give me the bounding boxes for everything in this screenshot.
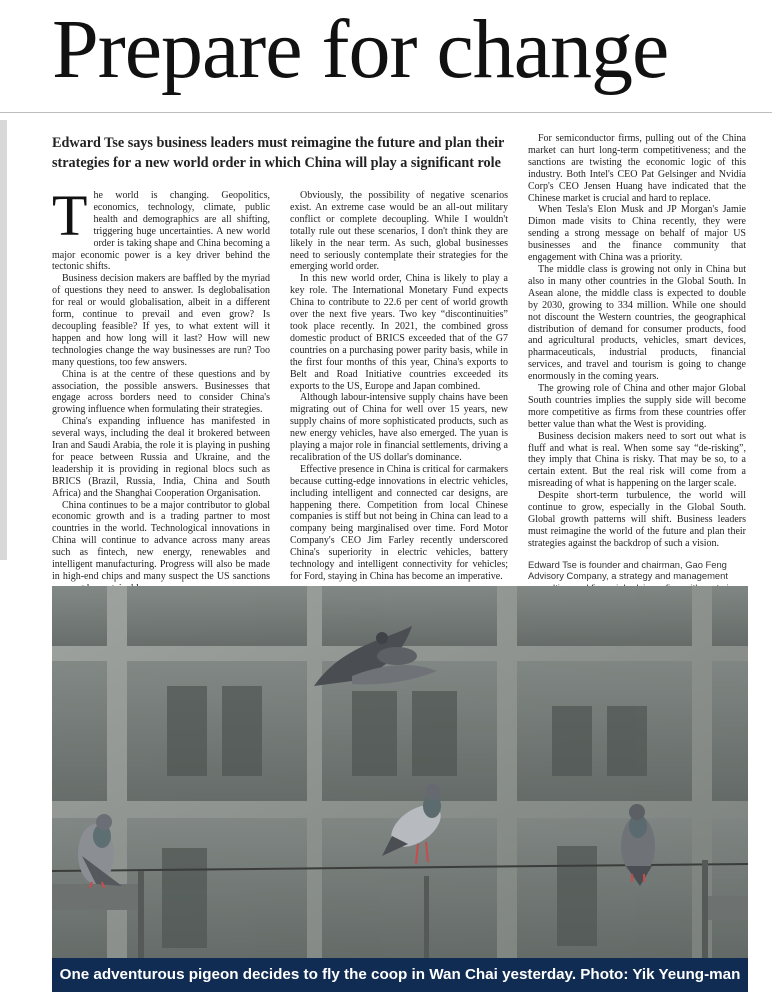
headline-rule: [0, 112, 772, 113]
drop-cap: T: [52, 183, 88, 248]
paragraph: For semiconductor firms, pulling out of the China market can hurt long-term competitiveness; and the sanctions are twisting the economic logic of this industry. Both Intel's CEO Pat Gelsinger and Nvidia Corp's CEO Jensen Huang have indicated that the Chinese market is crucial and hard to replace.: [528, 133, 746, 204]
article-column-2: [290, 190, 508, 583]
paragraph: China's expanding influence has manifested in several ways, including the deal it brokered between Iran and Saudi Arabia, the role it is playing in pushing for peace between Russia and Ukraine, and the leadership it is providing in regional blocs such as BRICS (Brazil, Russia, India, China and South Africa) and the Shanghai Cooperation Organisation.: [52, 416, 270, 499]
article-column-3: [528, 133, 746, 605]
left-margin-bar: [0, 120, 7, 560]
photo-caption: One adventurous pigeon decides to fly the coop in Wan Chai yesterday. Photo: Yik Yeung-man: [52, 958, 748, 992]
paragraph: Business decision makers need to sort out what is fluff and what is real. When some say “de-risking”, they imply that China is risky. That may be so, to a certain extent. But the real risk will come from a misreading of what is happening on the larger scale.: [528, 430, 746, 490]
paragraph: China is at the centre of these questions and by association, the possible answers. Businesses that engage across borders need to consider China's growing influence when formulating their strategies.: [52, 368, 270, 416]
paragraph: When Tesla's Elon Musk and JP Morgan's Jamie Dimon made visits to China recently, they were sending a strong message on behalf of major US businesses and the finance community that engagement with China was a priority.: [528, 204, 746, 264]
article-column-1: [52, 183, 270, 595]
author-bio: Edward Tse is founder and chairman, Gao Feng Advisory Company, a strategy and management: [528, 558, 728, 582]
paragraph: Effective presence in China is critical for carmakers because cutting-edge innovations in electric vehicles, including intelligent and connected car designs, are happening there. Competition from local Chinese companies is stiff but not being in China can lead to a company being marginalised over time. Ford Motor Company's CEO Jim Farley recently underscored China's superiority in electric vehicles, battery technology and intelligent connectivity for vehicles; for Ford, staying in China has become an imperative.: [290, 463, 508, 582]
paragraph: Business decision makers are baffled by the myriad of questions they need to answer. Is deglobalisation for real or would globalisation, albeit in a different form, continue to prevail and even grow? Is decoupling feasible? If yes, to what extent will it happen and how long will it last? How will new technologies change the way businesses are run? Too many questions, too few answers.: [52, 273, 270, 368]
paragraph: Obviously, the possibility of negative scenarios exist. An extreme case would be an all-out military conflict or complete decoupling. While I wouldn't totally rule out these scenarios, I don't think they are likely in the near term. As such, global businesses need to seriously contemplate their strategies for the emerging world order.: [290, 190, 508, 273]
paragraph: In this new world order, China is likely to play a key role. The International Monetary Fund expects China to contribute to 22.6 per cent of world growth over the next five years. Two key “discontinuities” took place recently. In 2021, the combined gross domestic product of BRICS exceeded that of the G7 countries on a purchasing power parity basis, while in the first four months of this year, China's exports to Belt and Road Initiative countries exceeded its exports to the US, Europe and Japan combined.: [290, 273, 508, 392]
paragraph: The growing role of China and other major Global South countries implies the supply side will become more competitive as firms from these countries offer better value than what the West is providing.: [528, 383, 746, 430]
paragraph: China continues to be a major contributor to global economic growth and is a trading partner to most countries in the world. Technological innovations in China will continue to advance across many areas such as fintech, new energy, renewables and intelligent manufacturing. Progress will also be made in high-end chips and many suspect the US sanctions: [52, 499, 270, 582]
paragraph: The middle class is growing not only in China but also in many other countries in the Global South. In Asean alone, the middle class is expected to double by 2030, growing to 334 million. While one should not discount the Western countries, the geographical distribution of demand for consumer products, food and agricultural products, vehicles, smart devices, pharmaceuticals, industrial products, financial services, and travel and tourism is going to change enormously in the coming years.: [528, 263, 746, 383]
paragraph: The world is changing. Geopolitics, economics, technology, climate, public health and demographics are all shifting, triggering huge uncertainties. A new world order is taking shape and China becoming a major economic power is a key driver behind the tectonic shifts.: [52, 183, 270, 273]
standfirst: Edward Tse says business leaders must reimagine the future and plan their strategies for a new world order in which China will play a significant role: [52, 135, 505, 171]
headline: Prepare for change: [52, 3, 669, 96]
paragraph: Despite short-term turbulence, the world will continue to grow, especially in the Global South. Global growth patterns will shift. Business leaders must reimagine the world of the future and plan their strategies against the backdrop of such a vision.: [528, 490, 746, 549]
pigeon-photo: [52, 586, 748, 958]
paragraph: Although labour-intensive supply chains have been migrating out of China for well over 15 years, new supply chains of more sophisticated products, such as new energy vehicles, have also emerged. The yuan is playing a major role in financial settlements, driving a recalibration of the US dollar's dominance.: [290, 392, 508, 463]
